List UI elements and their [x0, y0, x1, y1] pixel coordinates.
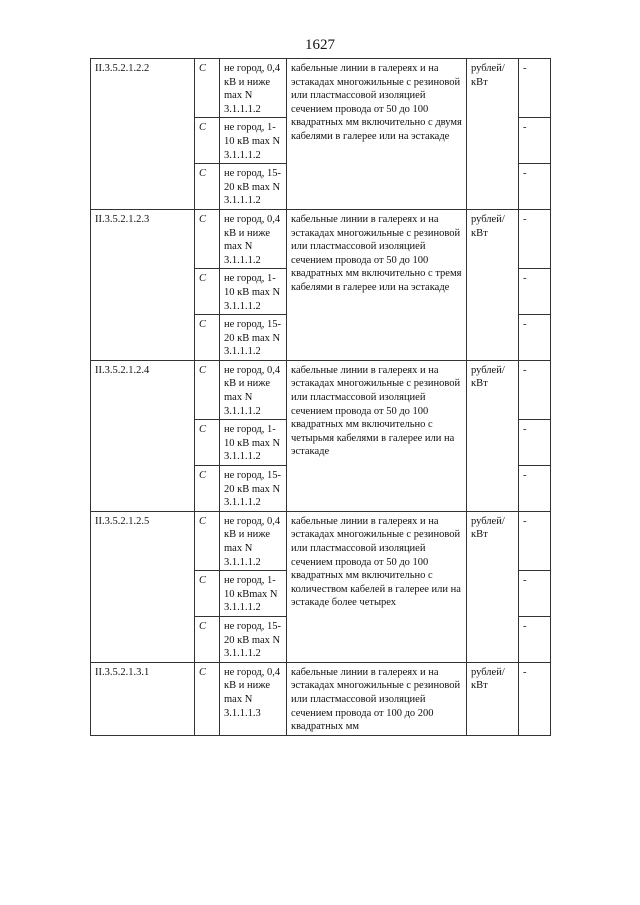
table-row — [91, 511, 551, 570]
value-cell: - — [519, 511, 551, 570]
value-cell: - — [519, 315, 551, 361]
voltage-condition-cell: не город, 15-20 кВ max N 3.1.1.1.2 — [220, 466, 287, 512]
unit-cell: рублей/ кВт — [467, 209, 519, 360]
item-code-cell: II.3.5.2.1.2.4 — [91, 360, 195, 511]
voltage-condition-cell: не город, 1-10 кВ max N 3.1.1.1.2 — [220, 420, 287, 466]
description-cell: кабельные линии в галереях и на эстакадах многожильные с резиновой или пластмассовой изоляцией сечением провода от 50 до 100 квадратных мм включительно с количеством кабелей в галерее или на эстакаде более четырех — [287, 511, 467, 662]
description-cell: кабельные линии в галереях и на эстакадах многожильные с резиновой или пластмассовой изоляцией сечением провода от 50 до 100 квадратных мм включительно с четырьмя кабелями в галерее или на эстакаде — [287, 360, 467, 511]
value-cell: - — [519, 571, 551, 617]
value-cell: - — [519, 59, 551, 118]
category-cell: С — [195, 571, 220, 617]
value-cell: - — [519, 662, 551, 735]
voltage-condition-cell: не город, 0,4 кВ и ниже max N 3.1.1.1.2 — [220, 209, 287, 268]
category-cell: С — [195, 420, 220, 466]
value-cell: - — [519, 269, 551, 315]
voltage-condition-cell: не город, 1-10 кВ max N 3.1.1.1.2 — [220, 269, 287, 315]
tariff-table — [90, 58, 551, 736]
category-cell: С — [195, 164, 220, 210]
voltage-condition-cell: не город, 0,4 кВ и ниже max N 3.1.1.1.2 — [220, 511, 287, 570]
value-cell: - — [519, 616, 551, 662]
value-cell: - — [519, 420, 551, 466]
value-cell: - — [519, 118, 551, 164]
category-cell: С — [195, 360, 220, 419]
item-code-cell: II.3.5.2.1.3.1 — [91, 662, 195, 735]
category-cell: С — [195, 59, 220, 118]
unit-cell: рублей/ кВт — [467, 511, 519, 662]
category-cell: С — [195, 466, 220, 512]
voltage-condition-cell: не город, 1-10 кВmax N 3.1.1.1.2 — [220, 571, 287, 617]
voltage-condition-cell: не город, 15-20 кВ max N 3.1.1.1.2 — [220, 315, 287, 361]
category-cell: С — [195, 315, 220, 361]
unit-cell: рублей/ кВт — [467, 662, 519, 735]
value-cell: - — [519, 164, 551, 210]
table-row — [91, 360, 551, 419]
unit-cell: рублей/ кВт — [467, 360, 519, 511]
voltage-condition-cell: не город, 15-20 кВ max N 3.1.1.1.2 — [220, 616, 287, 662]
item-code-cell: II.3.5.2.1.2.2 — [91, 59, 195, 210]
value-cell: - — [519, 466, 551, 512]
value-cell: - — [519, 209, 551, 268]
voltage-condition-cell: не город, 0,4 кВ и ниже max N 3.1.1.1.2 — [220, 360, 287, 419]
voltage-condition-cell: не город, 0,4 кВ и ниже max N 3.1.1.1.2 — [220, 59, 287, 118]
category-cell: С — [195, 269, 220, 315]
item-code-cell: II.3.5.2.1.2.3 — [91, 209, 195, 360]
description-cell: кабельные линии в галереях и на эстакадах многожильные с резиновой или пластмассовой изоляцией сечением провода от 50 до 100 квадратных мм включительно с двумя кабелями в галерее или на эстакаде — [287, 59, 467, 210]
category-cell: С — [195, 118, 220, 164]
unit-cell: рублей/ кВт — [467, 59, 519, 210]
table-row — [91, 59, 551, 118]
category-cell: С — [195, 616, 220, 662]
value-cell: - — [519, 360, 551, 419]
voltage-condition-cell: не город, 1-10 кВ max N 3.1.1.1.2 — [220, 118, 287, 164]
voltage-condition-cell: не город, 15-20 кВ max N 3.1.1.1.2 — [220, 164, 287, 210]
category-cell: С — [195, 209, 220, 268]
description-cell: кабельные линии в галереях и на эстакадах многожильные с резиновой или пластмассовой изоляцией сечением провода от 50 до 100 квадратных мм включительно с тремя кабелями в галерее или на эстакаде — [287, 209, 467, 360]
category-cell: С — [195, 662, 220, 735]
table-row — [91, 209, 551, 268]
page-number: 1627 — [305, 37, 335, 53]
table-row — [91, 662, 551, 735]
category-cell: С — [195, 511, 220, 570]
voltage-condition-cell: не город, 0,4 кВ и ниже max N 3.1.1.1.3 — [220, 662, 287, 735]
item-code-cell: II.3.5.2.1.2.5 — [91, 511, 195, 662]
description-cell: кабельные линии в галереях и на эстакадах многожильные с резиновой или пластмассовой изоляцией сечением провода от 100 до 200 квадратных мм — [287, 662, 467, 735]
